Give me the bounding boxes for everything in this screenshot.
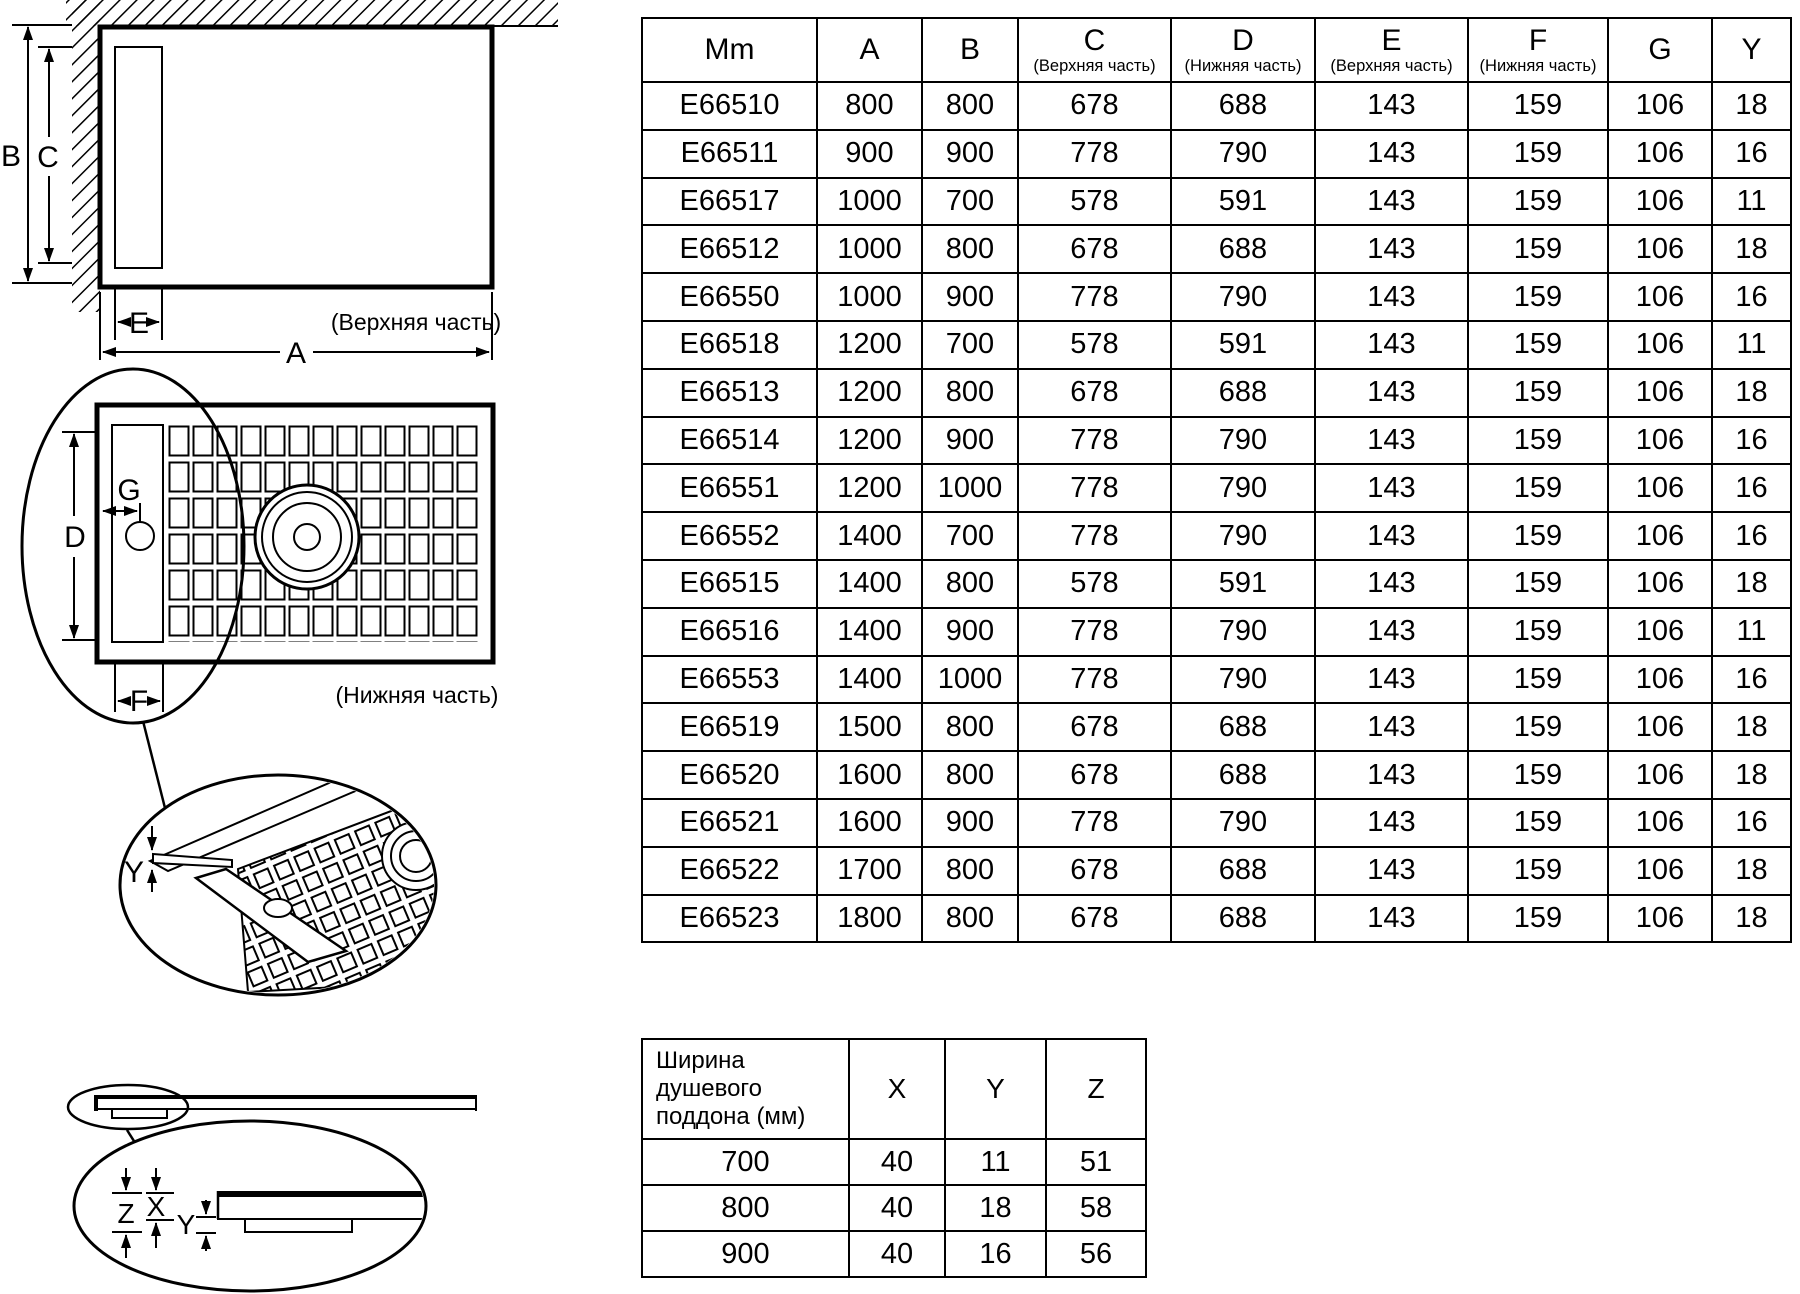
table-cell: 800 (922, 847, 1018, 895)
table-cell: 778 (1018, 799, 1171, 847)
column-header: B (922, 18, 1018, 82)
channel-hole (126, 522, 154, 550)
table-cell: 143 (1315, 751, 1468, 799)
table-cell: 800 (642, 1185, 849, 1231)
table-cell: 40 (849, 1185, 945, 1231)
tray-width-table (641, 1038, 1147, 1278)
table-cell: 18 (945, 1185, 1046, 1231)
table-row (642, 82, 1791, 130)
table-cell: 159 (1468, 608, 1608, 656)
drain-detail (400, 840, 432, 872)
table-row (642, 560, 1791, 608)
table-cell: 159 (1468, 703, 1608, 751)
table-row (642, 1139, 1146, 1185)
table-cell: 16 (1712, 273, 1791, 321)
table-cell: 159 (1468, 369, 1608, 417)
table-cell: 678 (1018, 847, 1171, 895)
table-cell: 1200 (817, 369, 922, 417)
table-cell: 143 (1315, 130, 1468, 178)
table-cell: 700 (922, 321, 1018, 369)
table-cell: 16 (1712, 130, 1791, 178)
table-row (642, 321, 1791, 369)
dim-label-e: E (128, 307, 150, 340)
table-cell: 678 (1018, 703, 1171, 751)
table-cell: 159 (1468, 82, 1608, 130)
table-cell: E66512 (642, 225, 817, 273)
table-cell: 778 (1018, 656, 1171, 704)
dim-label-x: X (146, 1191, 166, 1222)
table-row (642, 1231, 1146, 1277)
table-cell: 106 (1608, 799, 1712, 847)
table-cell: 106 (1608, 656, 1712, 704)
table-cell: 106 (1608, 703, 1712, 751)
table-cell: 800 (922, 895, 1018, 943)
table-cell: E66516 (642, 608, 817, 656)
table-cell: 790 (1171, 512, 1315, 560)
table-cell: 159 (1468, 656, 1608, 704)
table-cell: 18 (1712, 895, 1791, 943)
table-cell: E66552 (642, 512, 817, 560)
table-cell: 159 (1468, 464, 1608, 512)
table-cell: 18 (1712, 225, 1791, 273)
table-cell: 40 (849, 1139, 945, 1185)
table-cell: 143 (1315, 417, 1468, 465)
technical-drawing (0, 0, 560, 1294)
table-row (642, 512, 1791, 560)
table-row (642, 703, 1791, 751)
table-cell: 106 (1608, 512, 1712, 560)
dim-label-z: Z (117, 1198, 135, 1229)
table-cell: 1000 (817, 273, 922, 321)
table-cell: 16 (1712, 512, 1791, 560)
table-cell: 143 (1315, 895, 1468, 943)
table-cell: 1400 (817, 656, 922, 704)
table-cell: 1200 (817, 464, 922, 512)
table-cell: 159 (1468, 751, 1608, 799)
table-cell: E66550 (642, 273, 817, 321)
table-cell: E66519 (642, 703, 817, 751)
dim-label-y-profile: Y (176, 1209, 196, 1240)
dim-label-g: G (117, 474, 141, 507)
table-cell: 11 (945, 1139, 1046, 1185)
table-cell: 800 (922, 369, 1018, 417)
table-cell: 778 (1018, 608, 1171, 656)
table-row (642, 656, 1791, 704)
table-cell: 688 (1171, 703, 1315, 751)
table-cell: 56 (1046, 1231, 1146, 1277)
table-cell: 778 (1018, 464, 1171, 512)
table-cell: 106 (1608, 82, 1712, 130)
table-cell: 106 (1608, 321, 1712, 369)
table-cell: 159 (1468, 321, 1608, 369)
table-cell: 16 (1712, 656, 1791, 704)
column-header: Ширина душевого поддона (мм) (642, 1039, 849, 1139)
table-cell: E66522 (642, 847, 817, 895)
table-cell: 16 (1712, 417, 1791, 465)
profile-detail (68, 1085, 477, 1291)
table-cell: 106 (1608, 369, 1712, 417)
table-cell: 700 (922, 512, 1018, 560)
table-cell: 106 (1608, 178, 1712, 226)
lip-detail (120, 766, 462, 995)
table-cell: 900 (817, 130, 922, 178)
drain-outer-ring (255, 485, 359, 589)
profile-foot (112, 1110, 167, 1118)
table-cell: E66511 (642, 130, 817, 178)
table-cell: 18 (1712, 847, 1791, 895)
table-cell: 800 (817, 82, 922, 130)
table-cell: 790 (1171, 130, 1315, 178)
table-cell: 800 (922, 82, 1018, 130)
table-cell: 900 (922, 799, 1018, 847)
table-cell: 1000 (922, 464, 1018, 512)
top-view-caption: (Верхняя часть) (330, 309, 502, 335)
table-cell: E66518 (642, 321, 817, 369)
table-cell: 1000 (817, 178, 922, 226)
table-cell: 800 (922, 225, 1018, 273)
table-cell: 159 (1468, 273, 1608, 321)
table-cell: 900 (922, 273, 1018, 321)
table-cell: 790 (1171, 799, 1315, 847)
table-cell: 143 (1315, 512, 1468, 560)
dim-label-f: F (129, 685, 149, 718)
table-cell: 106 (1608, 225, 1712, 273)
table-cell: 790 (1171, 656, 1315, 704)
table-cell: 678 (1018, 895, 1171, 943)
top-view-upper-part (1, 0, 558, 370)
dim-label-y-lip: Y (123, 856, 145, 889)
table-cell: 143 (1315, 464, 1468, 512)
table-cell: 143 (1315, 608, 1468, 656)
column-header: A (817, 18, 922, 82)
table-cell: 143 (1315, 273, 1468, 321)
table-cell: 106 (1608, 464, 1712, 512)
channel-hole-detail (264, 899, 292, 917)
table-row (642, 895, 1791, 943)
table-row (642, 369, 1791, 417)
table-cell: 16 (945, 1231, 1046, 1277)
table-cell: 790 (1171, 273, 1315, 321)
table-cell: 700 (642, 1139, 849, 1185)
dim-label-a: A (285, 337, 307, 370)
table-cell: 1400 (817, 608, 922, 656)
table-cell: 591 (1171, 560, 1315, 608)
table-cell: 578 (1018, 321, 1171, 369)
column-header: F (Нижняя часть) (1468, 18, 1608, 82)
table-row (642, 847, 1791, 895)
table-cell: 40 (849, 1231, 945, 1277)
table-cell: E66521 (642, 799, 817, 847)
table-cell: 18 (1712, 751, 1791, 799)
table-cell: 11 (1712, 178, 1791, 226)
table-cell: 159 (1468, 130, 1608, 178)
table-cell: 159 (1468, 560, 1608, 608)
table-cell: 1200 (817, 417, 922, 465)
table-cell: 159 (1468, 178, 1608, 226)
table-cell: 106 (1608, 895, 1712, 943)
column-header: G (1608, 18, 1712, 82)
column-header: C (Верхняя часть) (1018, 18, 1171, 82)
table-cell: E66523 (642, 895, 817, 943)
table-cell: 143 (1315, 703, 1468, 751)
dim-label-d: D (64, 521, 86, 554)
table-cell: 18 (1712, 560, 1791, 608)
dim-label-b: B (0, 140, 22, 173)
table-cell: 106 (1608, 751, 1712, 799)
table-cell: 1000 (922, 656, 1018, 704)
table-cell: 16 (1712, 464, 1791, 512)
drain-channel-top (115, 47, 162, 268)
table-row (642, 417, 1791, 465)
table-cell: E66514 (642, 417, 817, 465)
table-cell: 688 (1171, 895, 1315, 943)
table-row (642, 464, 1791, 512)
table-cell: 688 (1171, 751, 1315, 799)
table-cell: 1600 (817, 751, 922, 799)
dim-label-c: C (37, 141, 59, 174)
table-cell: 143 (1315, 847, 1468, 895)
column-header: Y (1712, 18, 1791, 82)
table-row (642, 225, 1791, 273)
table-cell: 143 (1315, 82, 1468, 130)
table-cell: E66520 (642, 751, 817, 799)
table-cell: 800 (922, 560, 1018, 608)
table-cell: 58 (1046, 1185, 1146, 1231)
table-cell: 591 (1171, 321, 1315, 369)
table-cell: E66553 (642, 656, 817, 704)
table-cell: 688 (1171, 369, 1315, 417)
table-cell: 678 (1018, 225, 1171, 273)
magnifier-connector (143, 721, 166, 812)
table-cell: E66513 (642, 369, 817, 417)
dimension-table (641, 17, 1792, 943)
table-cell: 159 (1468, 847, 1608, 895)
table-cell: 106 (1608, 847, 1712, 895)
table-cell: 143 (1315, 178, 1468, 226)
table-cell: 688 (1171, 82, 1315, 130)
table-cell: 790 (1171, 464, 1315, 512)
bottom-view-caption: (Нижняя часть) (335, 682, 499, 708)
table-cell: 11 (1712, 321, 1791, 369)
table-cell: 790 (1171, 608, 1315, 656)
table-cell: 578 (1018, 178, 1171, 226)
table-cell: 159 (1468, 417, 1608, 465)
column-header: Y (945, 1039, 1046, 1139)
table-row (642, 608, 1791, 656)
table-row (642, 178, 1791, 226)
table-cell: 51 (1046, 1139, 1146, 1185)
magnifier-ellipse-small (68, 1085, 188, 1129)
table-cell: 900 (642, 1231, 849, 1277)
table-cell: 143 (1315, 656, 1468, 704)
table-cell: 1000 (817, 225, 922, 273)
column-header: D (Нижняя часть) (1171, 18, 1315, 82)
table-row (642, 1185, 1146, 1231)
table-cell: 678 (1018, 82, 1171, 130)
table-cell: 143 (1315, 369, 1468, 417)
table-cell: 578 (1018, 560, 1171, 608)
wall-hatch-top (66, 0, 558, 26)
table-cell: 678 (1018, 751, 1171, 799)
table-cell: 790 (1171, 417, 1315, 465)
table-row (642, 273, 1791, 321)
table-cell: 106 (1608, 560, 1712, 608)
table-cell: 900 (922, 417, 1018, 465)
table-cell: 778 (1018, 512, 1171, 560)
table-cell: 900 (922, 608, 1018, 656)
table-cell: 688 (1171, 847, 1315, 895)
table-cell: 106 (1608, 417, 1712, 465)
profile-deck (217, 1191, 439, 1197)
column-header: Z (1046, 1039, 1146, 1139)
table-cell: 800 (922, 751, 1018, 799)
table-cell: 1400 (817, 560, 922, 608)
table-cell: 1800 (817, 895, 922, 943)
table-cell: 700 (922, 178, 1018, 226)
table-cell: E66510 (642, 82, 817, 130)
table-cell: 143 (1315, 225, 1468, 273)
table-cell: 1600 (817, 799, 922, 847)
table-cell: 16 (1712, 799, 1791, 847)
table-cell: 159 (1468, 512, 1608, 560)
table-cell: 678 (1018, 369, 1171, 417)
table-row (642, 130, 1791, 178)
table-cell: 106 (1608, 273, 1712, 321)
table-cell: 18 (1712, 703, 1791, 751)
table-cell: 18 (1712, 369, 1791, 417)
table-cell: 1500 (817, 703, 922, 751)
wall-hatch-left (72, 0, 100, 312)
column-header: E (Верхняя часть) (1315, 18, 1468, 82)
table-cell: E66551 (642, 464, 817, 512)
table-cell: 778 (1018, 130, 1171, 178)
table-cell: 159 (1468, 799, 1608, 847)
table-cell: 800 (922, 703, 1018, 751)
table-cell: 18 (1712, 82, 1791, 130)
table-cell: 106 (1608, 608, 1712, 656)
table-header-row (642, 18, 1791, 82)
table-cell: 106 (1608, 130, 1712, 178)
table-cell: 11 (1712, 608, 1791, 656)
top-view-lower-part (22, 369, 498, 812)
table-cell: 900 (922, 130, 1018, 178)
table-cell: E66517 (642, 178, 817, 226)
table-cell: 143 (1315, 321, 1468, 369)
table-cell: 688 (1171, 225, 1315, 273)
table-cell: 778 (1018, 273, 1171, 321)
table-cell: 1700 (817, 847, 922, 895)
table-cell: 1400 (817, 512, 922, 560)
table-cell: 143 (1315, 799, 1468, 847)
table-header-row (642, 1039, 1146, 1139)
table-cell: E66515 (642, 560, 817, 608)
table-row (642, 751, 1791, 799)
column-header: X (849, 1039, 945, 1139)
table-cell: 159 (1468, 225, 1608, 273)
table-row (642, 799, 1791, 847)
table-cell: 1200 (817, 321, 922, 369)
table-cell: 778 (1018, 417, 1171, 465)
table-cell: 591 (1171, 178, 1315, 226)
table-cell: 143 (1315, 560, 1468, 608)
table-cell: 159 (1468, 895, 1608, 943)
column-header: Mm (642, 18, 817, 82)
